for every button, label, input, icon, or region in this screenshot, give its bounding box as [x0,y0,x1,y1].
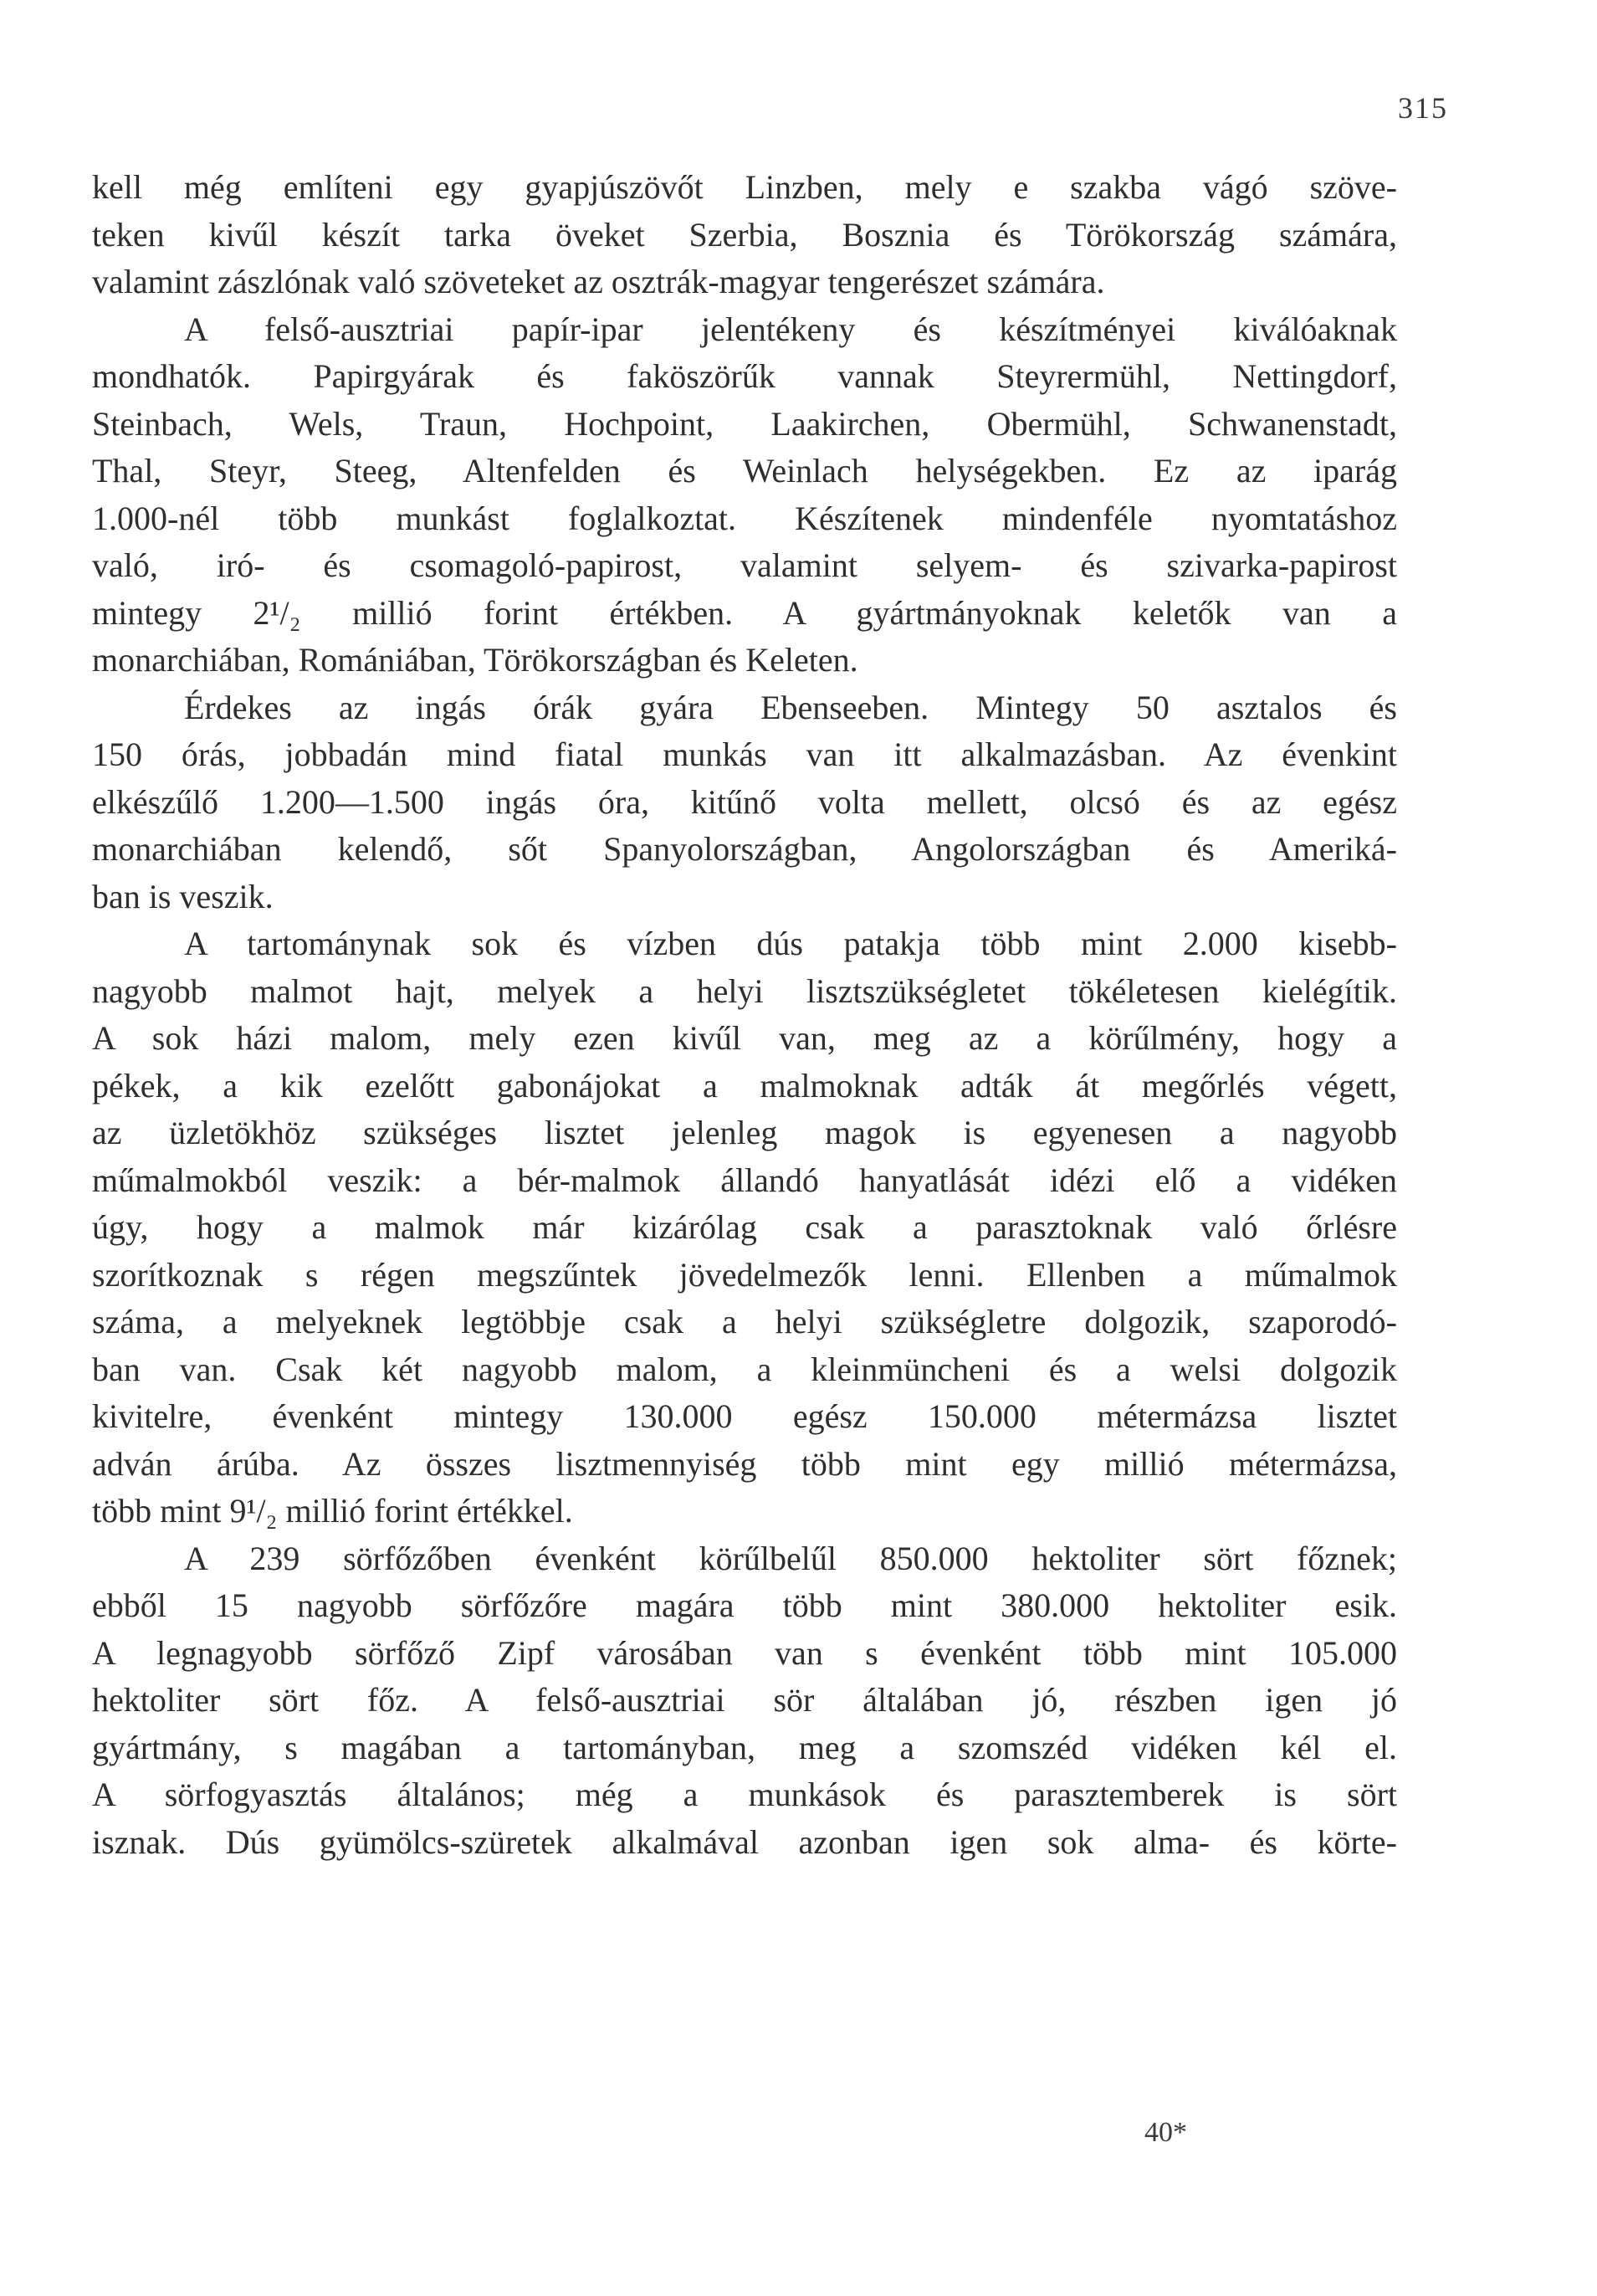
text-line: nagyobb malmot hajt, melyek a helyi lisztszükségletet tökéletesen kielégítik. [92,971,1397,1010]
text-line: adván árúba. Az összes lisztmennyiség több mint egy millió métermázsa, [92,1444,1397,1483]
text-line: valamint zászlónak való szöveteket az osztrák-magyar tengerészet számára. [92,263,1105,300]
text-line: A felső-ausztriai papír-ipar jelentékeny és készítményei kiválóaknak [184,310,1397,348]
text-line: A tartománynak sok és vízben dús patakja több mint 2.000 kisebb- [184,925,1397,962]
text-line: A 239 sörfőzőben évenként körűlbelűl 850.000 hektoliter sört főznek; [184,1539,1397,1577]
text-line: ebből 15 nagyobb sörfőzőre magára több mint 380.000 hektoliter esik. [92,1586,1397,1624]
text-line: A sörfogyasztás általános; még a munkások és parasztemberek is sört [92,1776,1397,1813]
text-line: gyártmány, s magában a tartományban, meg a szomszéd vidéken kél el. [92,1728,1397,1766]
text-line: Érdekes az ingás órák gyára Ebenseeben. Mintegy 50 asztalos és [184,688,1397,726]
text-line: ban is veszik. [92,877,274,915]
text-line: mintegy 2¹/₂ millió forint értékben. A gyártmányoknak keletők van a [92,593,1397,632]
text-line: isznak. Dús gyümölcs-szüretek alkalmával azonban igen sok alma- és körte- [92,1822,1397,1861]
text-line: A sok házi malom, mely ezen kivűl van, meg az a körűlmény, hogy a [92,1019,1397,1057]
text-line: pékek, a kik ezelőtt gabonájokat a malmoknak adták át megőrlés végett, [92,1066,1397,1104]
text-line: több mint 9¹/₂ millió forint értékkel. [92,1492,573,1530]
text-line: ban van. Csak két nagyobb malom, a kleinmüncheni és a welsi dolgozik [92,1350,1397,1388]
text-line: 150 órás, jobbadán mind fiatal munkás van itt alkalmazásban. Az évenkint [92,735,1397,773]
text-line: monarchiában, Romániában, Törökországban és Keleten. [92,641,858,679]
text-line: száma, a melyeknek legtöbbje csak a helyi szükségletre dolgozik, szaporodó- [92,1303,1397,1340]
text-line: szorítkoznak s régen megszűntek jövedelmezők lenni. Ellenben a műmalmok [92,1255,1397,1294]
text-line: műmalmokból veszik: a bér-malmok állandó hanyatlását idézi elő a vidéken [92,1161,1397,1199]
text-line: kivitelre, évenként mintegy 130.000 egész 150.000 métermázsa lisztet [92,1397,1397,1435]
text-line: úgy, hogy a malmok már kizárólag csak a parasztoknak való őrlésre [92,1208,1397,1246]
text-line: való, iró- és csomagoló-papirost, valamint selyem- és szivarka-papirost [92,546,1397,584]
text-line: hektoliter sört főz. A felső-ausztriai sör általában jó, részben igen jó [92,1681,1397,1719]
text-line: A legnagyobb sörfőző Zipf városában van s évenként több mint 105.000 [92,1633,1397,1672]
signature-mark: 40* [1144,2117,1187,2148]
text-line: elkészűlő 1.200—1.500 ingás óra, kitűnő volta mellett, olcsó és az egész [92,782,1397,821]
text-line: 1.000-nél több munkást foglalkoztat. Készítenek mindenféle nyomtatáshoz [92,499,1397,537]
text-line: Thal, Steyr, Steeg, Altenfelden és Weinlach helységekben. Ez az iparág [92,452,1397,489]
text-line: monarchiában kelendő, sőt Spanyolországban, Angolországban és Ameriká- [92,830,1397,868]
text-line: Steinbach, Wels, Traun, Hochpoint, Laakirchen, Obermühl, Schwanenstadt, [92,404,1397,443]
text-line: teken kivűl készít tarka öveket Szerbia, Bosznia és Törökország számára, [92,215,1397,254]
text-line: kell még említeni egy gyapjúszövőt Linzben, mely e szakba vágó szöve- [92,168,1397,206]
body-text [92,164,1397,1866]
text-line: az üzletökhöz szükséges lisztet jelenleg magok is egyenesen a nagyobb [92,1114,1397,1151]
text-line: mondhatók. Papirgyárak és faköszörűk vannak Steyrermühl, Nettingdorf, [92,357,1397,395]
page-number: 315 [1398,91,1448,125]
